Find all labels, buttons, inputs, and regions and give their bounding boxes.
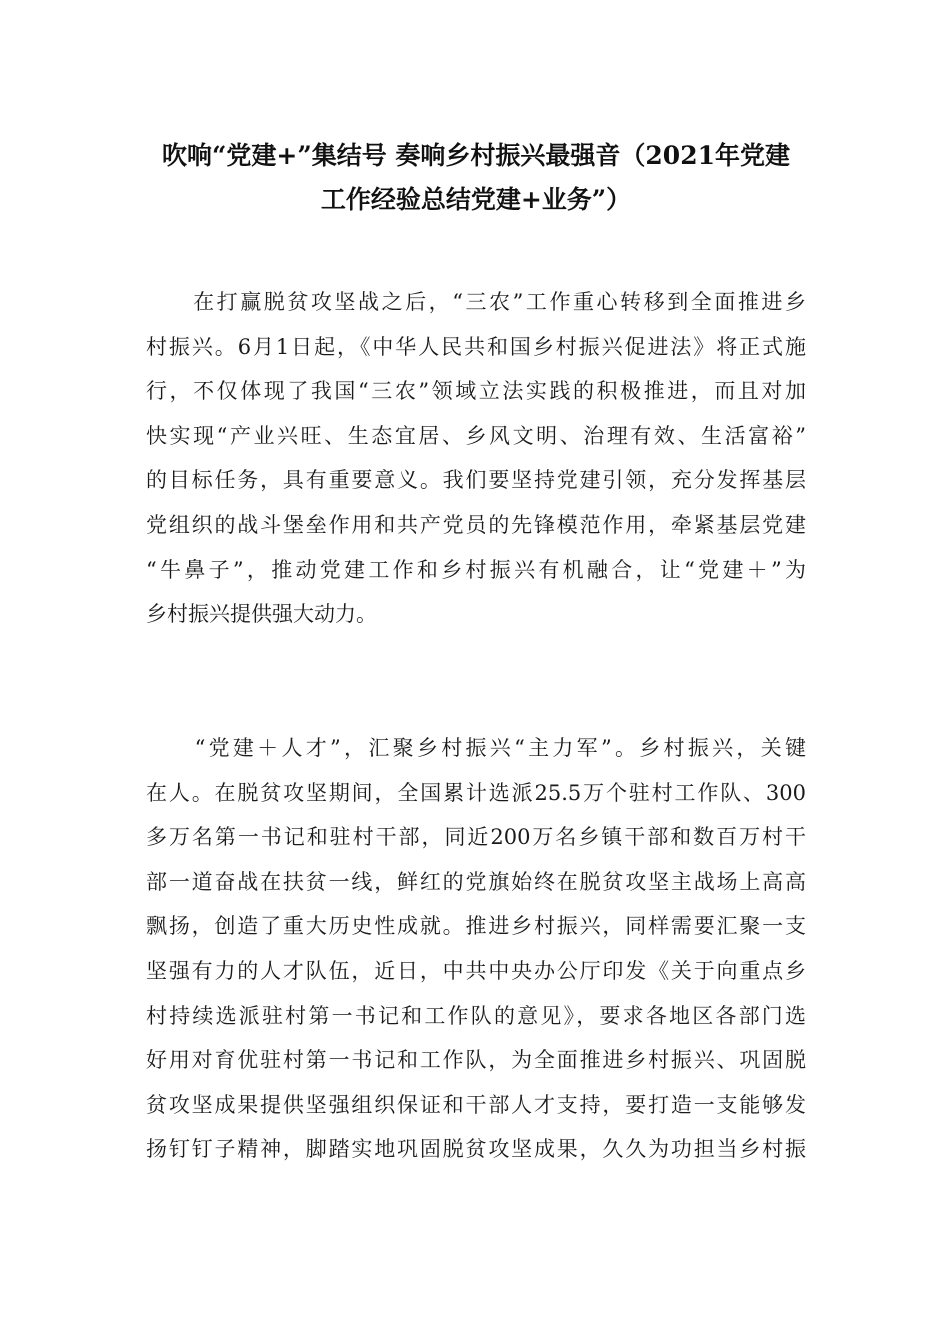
- paragraph-line: 村振兴。6月1日起，《中华人民共和国乡村振兴促进法》将正式施: [146, 334, 806, 359]
- paragraph-line: 贫攻坚成果提供坚强组织保证和干部人才支持，要打造一支能够发: [146, 1092, 806, 1117]
- paragraph-line: 乡村振兴提供强大动力。: [146, 602, 377, 627]
- paragraph-line: 多万名第一书记和驻村干部，同近200万名乡镇干部和数百万村干: [146, 825, 806, 850]
- paragraph-line: 部一道奋战在扶贫一线，鲜红的党旗始终在脱贫攻坚主战场上高高: [146, 869, 806, 894]
- paragraph-line: 行，不仅体现了我国“三农”领域立法实践的积极推进，而且对加: [146, 379, 806, 404]
- paragraph-talent: [146, 726, 806, 1172]
- paragraph-intro: [146, 280, 806, 637]
- title-line: 工作经验总结党建+业务”）: [320, 185, 632, 214]
- paragraph-line: 好用对育优驻村第一书记和工作队，为全面推进乡村振兴、巩固脱: [146, 1048, 806, 1073]
- paragraph-line: 快实现“产业兴旺、生态宜居、乡风文明、治理有效、生活富裕”: [146, 423, 806, 448]
- paragraph-line: 在打赢脱贫攻坚战之后，“三农”工作重心转移到全面推进乡: [146, 290, 806, 314]
- paragraph-line: 飘扬，创造了重大历史性成就。推进乡村振兴，同样需要汇聚一支: [146, 914, 806, 939]
- document-title: [146, 134, 806, 222]
- paragraph-line: 的目标任务，具有重要意义。我们要坚持党建引领，充分发挥基层: [146, 468, 806, 493]
- paragraph-line: “牛鼻子”，推动党建工作和乡村振兴有机融合，让“党建＋”为: [146, 557, 806, 582]
- title-line: 吹响“党建+”集结号 奏响乡村振兴最强音（2021年党建: [162, 141, 790, 170]
- paragraph-line: 坚强有力的人才队伍，近日，中共中央办公厅印发《关于向重点乡: [146, 958, 806, 983]
- paragraph-line: 党组织的战斗堡垒作用和共产党员的先锋模范作用，牵紧基层党建: [146, 512, 806, 537]
- paragraph-line: 扬钉钉子精神，脚踏实地巩固脱贫攻坚成果，久久为功担当乡村振: [146, 1137, 806, 1162]
- paragraph-line: “党建＋人才”，汇聚乡村振兴“主力军”。乡村振兴，关键: [146, 736, 806, 760]
- paragraph-line: 在人。在脱贫攻坚期间，全国累计选派25.5万个驻村工作队、300: [146, 780, 806, 805]
- paragraph-line: 村持续选派驻村第一书记和工作队的意见》，要求各地区各部门选: [146, 1003, 806, 1028]
